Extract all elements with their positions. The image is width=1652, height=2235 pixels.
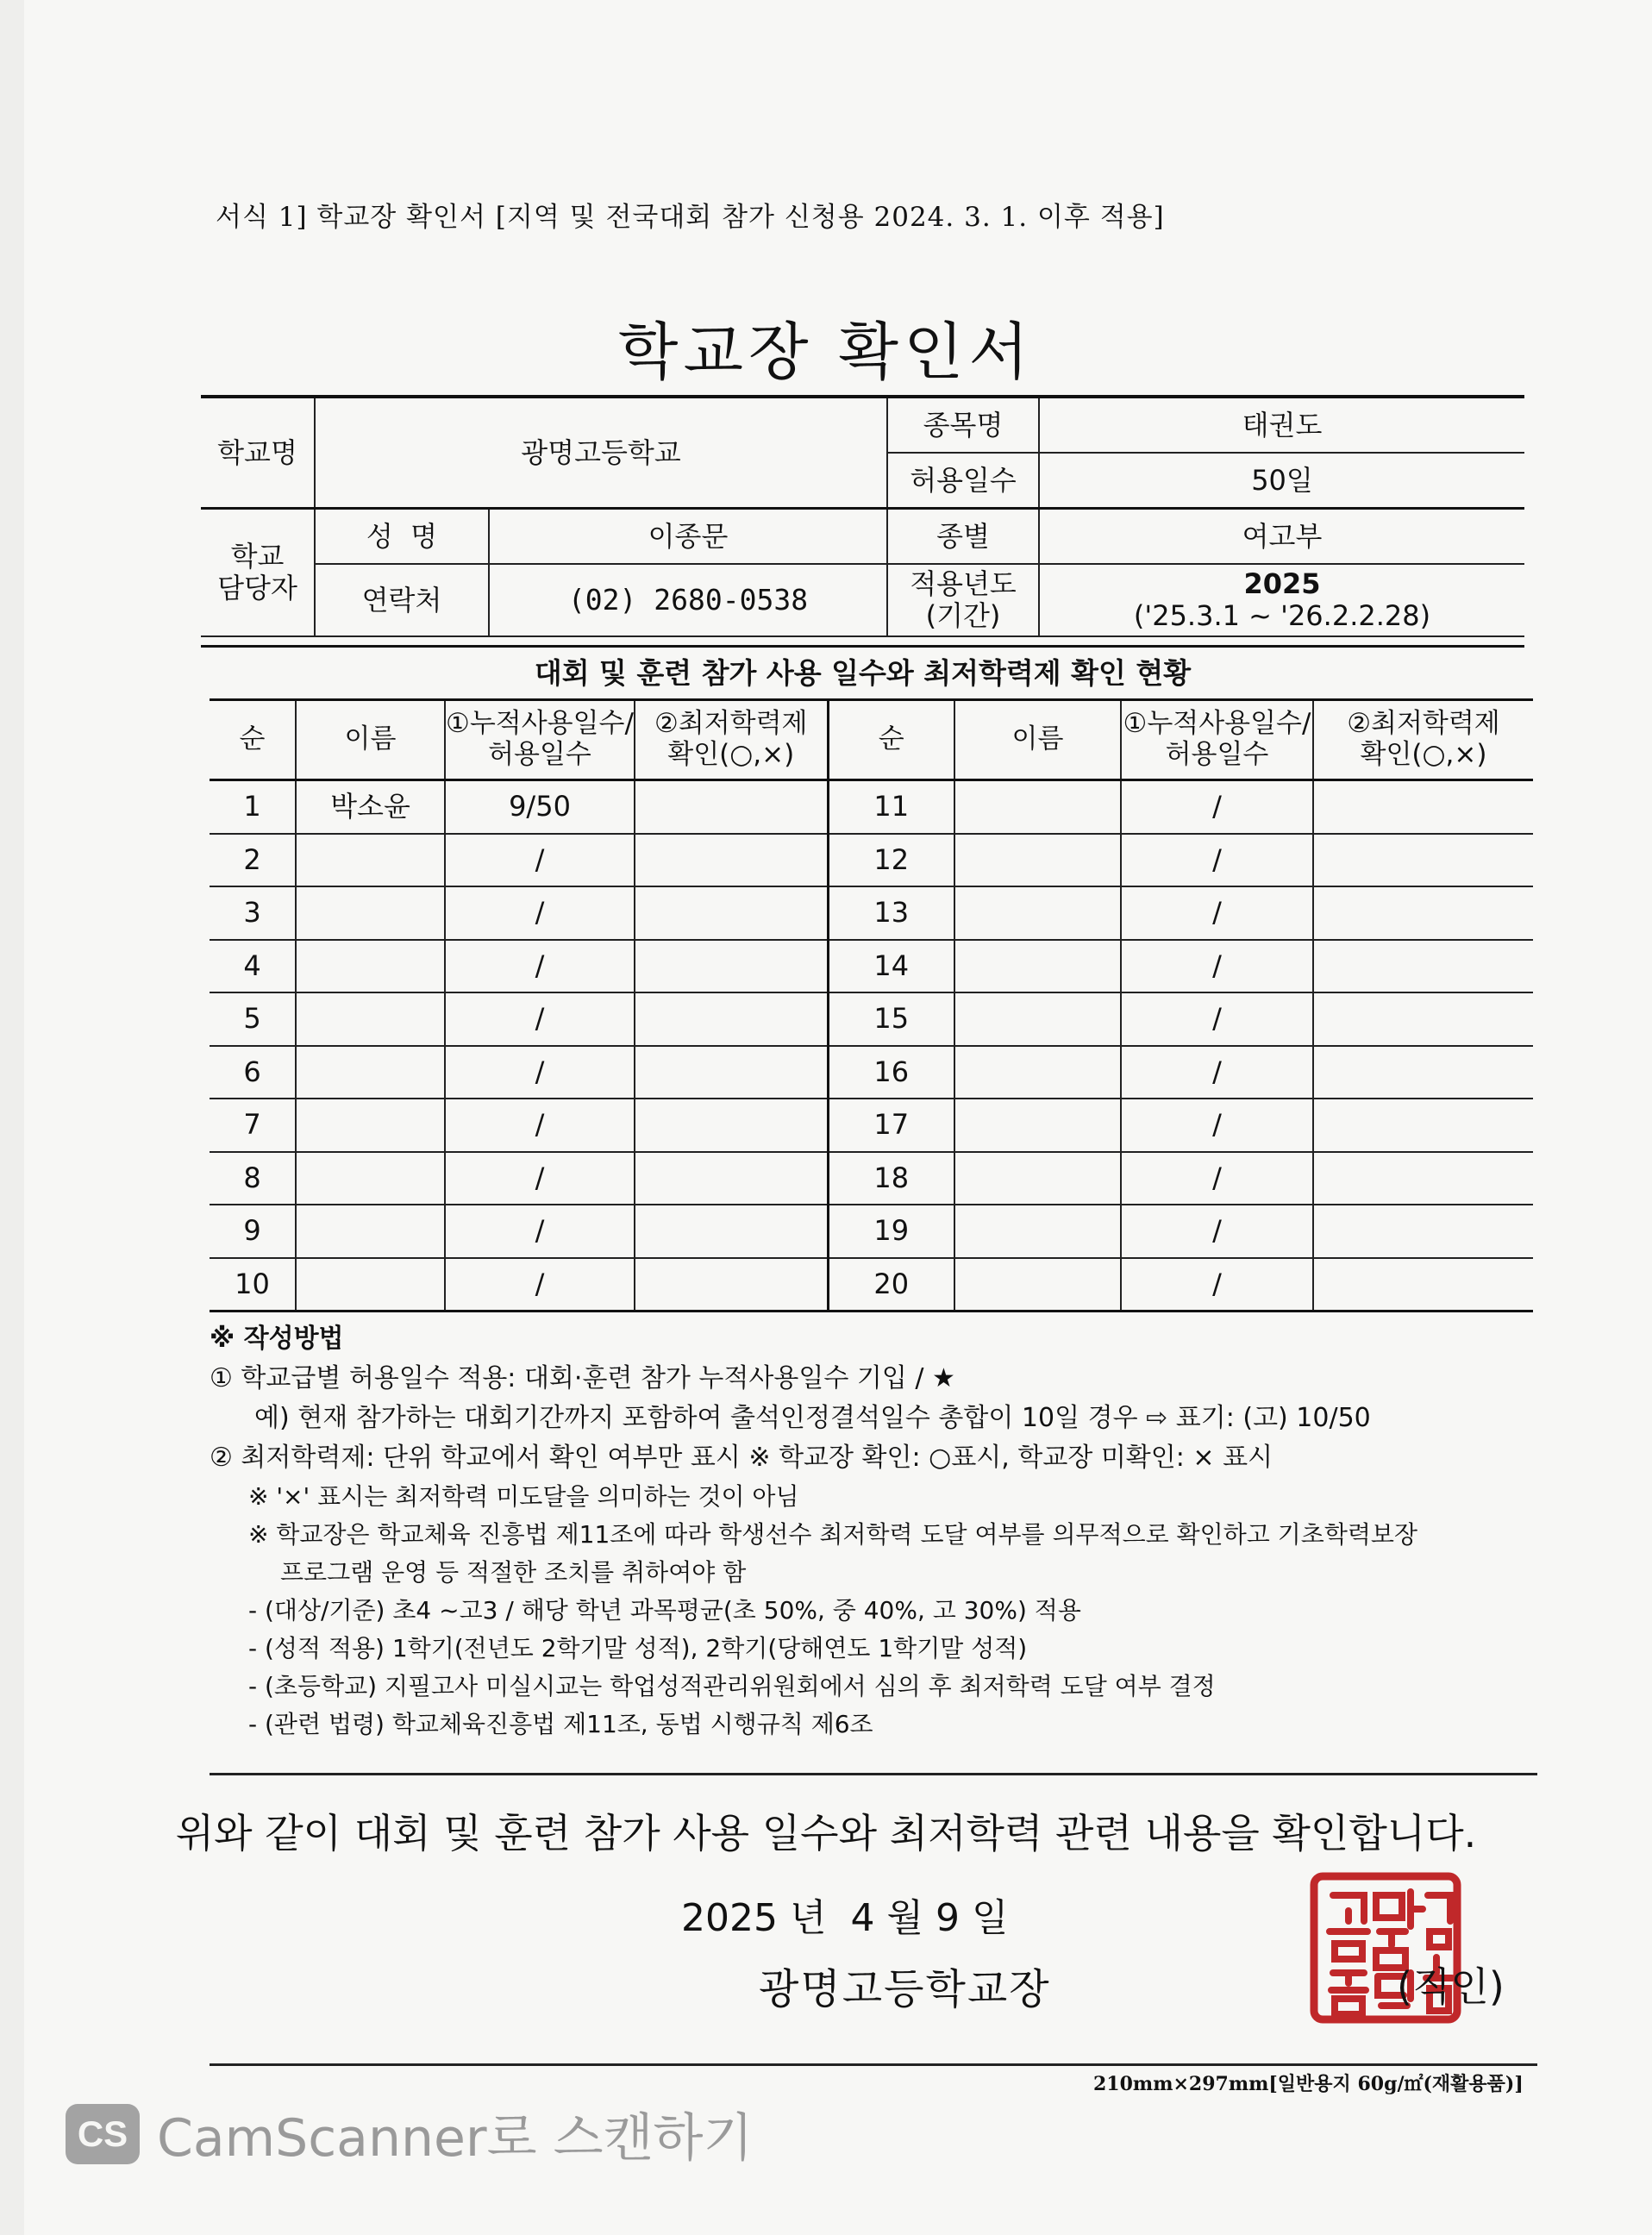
closing-statement: 위와 같이 대회 및 훈련 참가 사용 일수와 최저학력 관련 내용을 확인합니다. [175, 1810, 1477, 1856]
min-academic-check [1313, 834, 1533, 887]
min-academic-check [635, 1152, 828, 1205]
note-sub-2b: 프로그램 운영 등 적절한 조치를 취하여야 함 [280, 1558, 747, 1587]
cumulative-days: / [445, 940, 635, 993]
row-number: 17 [828, 1099, 954, 1152]
category-value: 여고부 [1039, 509, 1524, 565]
date-month: 4 [850, 1896, 875, 1940]
min-academic-check [1313, 1152, 1533, 1205]
cumulative-days: / [1121, 1099, 1313, 1152]
cumulative-days: / [1121, 1152, 1313, 1205]
table-row [210, 992, 1533, 1046]
student-name [296, 1152, 445, 1205]
student-name [296, 1205, 445, 1258]
min-academic-check [1313, 780, 1533, 834]
year-period: ('25.3.1 ~ '26.2.2.28) [1133, 599, 1431, 632]
school-label: 학교명 [201, 397, 315, 509]
status-title: 대회 및 훈련 참가 사용 일수와 최저학력제 확인 현황 [201, 645, 1524, 699]
sport-label: 종목명 [887, 397, 1039, 453]
student-name [296, 1099, 445, 1152]
table-row [210, 1152, 1533, 1205]
student-name [954, 780, 1121, 834]
student-name: 박소윤 [296, 780, 445, 834]
column-header: ①누적사용일수/ 허용일수 [445, 700, 635, 780]
cumulative-days: / [445, 834, 635, 887]
contact-label: 연락처 [315, 564, 489, 636]
cumulative-days: / [1121, 1205, 1313, 1258]
cumulative-days: / [1121, 1258, 1313, 1312]
row-number: 13 [828, 886, 954, 940]
allowed-days-value: 50일 [1039, 453, 1524, 509]
cumulative-days: / [1121, 780, 1313, 834]
cumulative-days: / [445, 886, 635, 940]
row-number: 12 [828, 834, 954, 887]
manager-label: 학교 담당자 [201, 509, 315, 637]
row-number: 2 [210, 834, 296, 887]
student-name [954, 886, 1121, 940]
issue-date [681, 1887, 1009, 1942]
usage-table [210, 698, 1533, 1312]
note-item-1-example: 예) 현재 참가하는 대회기간까지 포함하여 출석인정결석일수 총합이 10일 경우 ⇨ 표기: (고) 10/50 [254, 1403, 1371, 1433]
min-academic-check [635, 780, 828, 834]
student-name [954, 834, 1121, 887]
note-dash-2: - (성적 적용) 1학기(전년도 2학기말 성적), 2학기(당해연도 1학기말 성적) [248, 1634, 1028, 1662]
row-number: 15 [828, 992, 954, 1046]
column-header: ②최저학력제 확인(○,×) [1313, 700, 1533, 780]
column-header: 이름 [296, 700, 445, 780]
student-name [296, 992, 445, 1046]
student-name [954, 992, 1121, 1046]
student-name [954, 1046, 1121, 1099]
date-month-unit: 월 [886, 1896, 923, 1940]
min-academic-check [1313, 886, 1533, 940]
year-label: 적용년도 (기간) [887, 564, 1039, 636]
min-academic-check [635, 940, 828, 993]
date-day-unit: 일 [972, 1896, 1009, 1940]
seal-label: (직인) [1397, 1963, 1505, 2010]
min-academic-check [635, 886, 828, 940]
cumulative-days: / [445, 1046, 635, 1099]
principal-title: 광명고등학교장 [759, 1965, 1051, 2013]
year-value: 2025 [1243, 567, 1321, 601]
writing-instructions [210, 1319, 1555, 1744]
row-number: 8 [210, 1152, 296, 1205]
row-number: 5 [210, 992, 296, 1046]
student-name [954, 1152, 1121, 1205]
school-info-table [201, 395, 1524, 637]
name-value: 이종문 [489, 509, 887, 565]
school-value: 광명고등학교 [315, 397, 887, 509]
year-cell [1039, 564, 1524, 636]
row-number: 20 [828, 1258, 954, 1312]
note-dash-3: - (초등학교) 지필고사 미실시교는 학업성적관리위원회에서 심의 후 최저학력 도달 여부 결정 [248, 1672, 1216, 1700]
note-sub-1: ※ '×' 표시는 최저학력 미도달을 의미하는 것이 아님 [248, 1482, 799, 1511]
name-label: 성 명 [315, 509, 489, 565]
table-row [210, 1046, 1533, 1099]
column-header: ②최저학력제 확인(○,×) [635, 700, 828, 780]
category-label: 종별 [887, 509, 1039, 565]
cumulative-days: / [445, 992, 635, 1046]
divider-bottom [210, 2063, 1537, 2066]
form-reference: 서식 1] 학교장 확인서 [지역 및 전국대회 참가 신청용 2024. 3. 1. 이후 적용] [216, 202, 1165, 233]
date-year-unit: 년 [789, 1896, 827, 1940]
student-name [954, 1099, 1121, 1152]
cumulative-days: / [445, 1258, 635, 1312]
student-name [296, 1046, 445, 1099]
note-item-1: ① 학교급별 허용일수 적용: 대회·훈련 참가 누적사용일수 기입 / ★ [210, 1363, 955, 1393]
column-header: 순 [828, 700, 954, 780]
table-row [210, 834, 1533, 887]
min-academic-check [1313, 1046, 1533, 1099]
student-name [954, 1205, 1121, 1258]
camscanner-logo-icon: CS [66, 2104, 140, 2164]
min-academic-check [1313, 1258, 1533, 1312]
note-sub-2: ※ 학교장은 학교체육 진흥법 제11조에 따라 학생선수 최저학력 도달 여부를 의무적으로 확인하고 기초학력보장 [248, 1520, 1418, 1549]
document-title: 학교장 확인서 [617, 316, 1035, 388]
row-number: 4 [210, 940, 296, 993]
cumulative-days: / [1121, 886, 1313, 940]
row-number: 11 [828, 780, 954, 834]
row-number: 14 [828, 940, 954, 993]
row-number: 9 [210, 1205, 296, 1258]
row-number: 18 [828, 1152, 954, 1205]
table-row [210, 1099, 1533, 1152]
row-number: 3 [210, 886, 296, 940]
student-name [954, 1258, 1121, 1312]
column-header: 이름 [954, 700, 1121, 780]
min-academic-check [635, 1099, 828, 1152]
note-dash-4: - (관련 법령) 학교체육진흥법 제11조, 동법 시행규칙 제6조 [248, 1710, 873, 1738]
student-name [296, 940, 445, 993]
column-header: 순 [210, 700, 296, 780]
min-academic-check [1313, 992, 1533, 1046]
notes-heading: ※ 작성방법 [210, 1324, 344, 1354]
note-dash-1: - (대상/기준) 초4 ~고3 / 해당 학년 과목평균(초 50%, 중 40%, 고 30%) 적용 [248, 1596, 1081, 1625]
cumulative-days: / [1121, 834, 1313, 887]
min-academic-check [635, 834, 828, 887]
min-academic-check [635, 1205, 828, 1258]
min-academic-check [635, 1046, 828, 1099]
table-row [210, 1258, 1533, 1312]
table-row [210, 940, 1533, 993]
cumulative-days: 9/50 [445, 780, 635, 834]
row-number: 16 [828, 1046, 954, 1099]
row-number: 1 [210, 780, 296, 834]
cumulative-days: / [445, 1205, 635, 1258]
note-item-2: ② 최저학력제: 단위 학교에서 확인 여부만 표시 ※ 학교장 확인: ○표시, 학교장 미확인: × 표시 [210, 1443, 1273, 1473]
divider-top [210, 1773, 1537, 1775]
cumulative-days: / [1121, 1046, 1313, 1099]
student-name [296, 834, 445, 887]
row-number: 19 [828, 1205, 954, 1258]
camscanner-text: CamScanner로 스캔하기 [157, 2108, 754, 2169]
min-academic-check [1313, 940, 1533, 993]
usage-table-header [210, 700, 1533, 780]
date-day: 9 [936, 1896, 960, 1940]
min-academic-check [635, 1258, 828, 1312]
date-year: 2025 [681, 1896, 778, 1940]
contact-value: (02) 2680-0538 [489, 564, 887, 636]
min-academic-check [1313, 1099, 1533, 1152]
cumulative-days: / [1121, 992, 1313, 1046]
table-row [210, 1205, 1533, 1258]
student-name [954, 940, 1121, 993]
min-academic-check [1313, 1205, 1533, 1258]
student-name [296, 886, 445, 940]
table-row [210, 886, 1533, 940]
paper-spec: 210mm×297mm[일반용지 60g/㎡(재활용품)] [1093, 2073, 1524, 2095]
row-number: 7 [210, 1099, 296, 1152]
row-number: 6 [210, 1046, 296, 1099]
camscanner-watermark [66, 2095, 753, 2173]
row-number: 10 [210, 1258, 296, 1312]
column-header: ①누적사용일수/ 허용일수 [1121, 700, 1313, 780]
allowed-days-label: 허용일수 [887, 453, 1039, 509]
sport-value: 태권도 [1039, 397, 1524, 453]
student-name [296, 1258, 445, 1312]
min-academic-check [635, 992, 828, 1046]
table-row [210, 780, 1533, 834]
cumulative-days: / [445, 1152, 635, 1205]
cumulative-days: / [1121, 940, 1313, 993]
cumulative-days: / [445, 1099, 635, 1152]
